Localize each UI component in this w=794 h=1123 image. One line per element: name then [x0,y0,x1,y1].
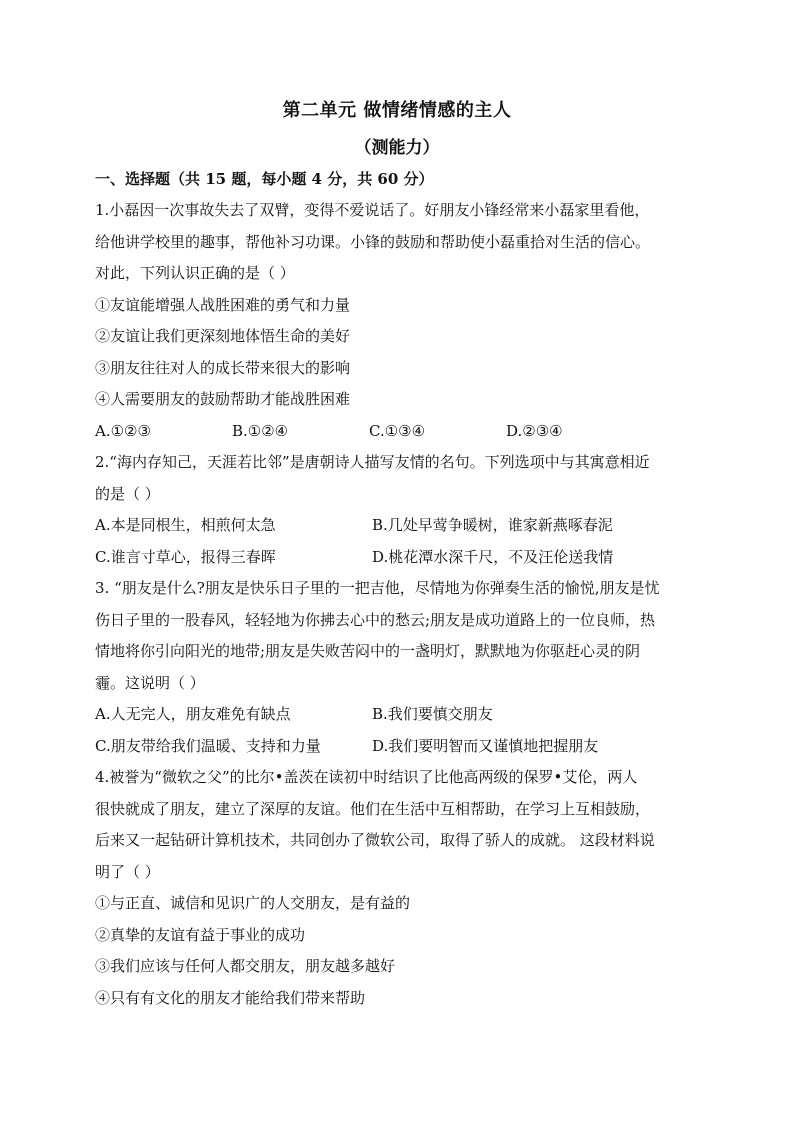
answer-options [95,416,700,448]
answer-options-row [95,542,700,574]
question-list [95,195,700,1014]
question-stem-line: 后来又一起钻研计算机技术，共同创办了微软公司，取得了骄人的成就。 这段材料说 [95,831,655,849]
question-stem-line: 很快就成了朋友，建立了深厚的友谊。他们在生活中互相帮助，在学习上互相鼓励， [95,799,651,818]
question-stem-line: 2.“海内存知己，天涯若比邻”是唐朝诗人描写友情的名句。下列选项中与其寓意相近 [95,453,650,471]
question-4 [95,762,700,1014]
answer-options-row [95,699,700,731]
question-statement: ①与正直、诚信和见识广的人交朋友，是有益的 [95,894,411,912]
option-c: C.朋友带给我们温暖、支持和力量 [95,736,321,755]
option-c: C.谁言寸草心，报得三春晖 [95,547,276,566]
question-statement: ②真挚的友谊有益于事业的成功 [95,925,306,944]
option-b: B.①②④ [232,421,289,440]
question-stem-line: 的是（ ） [95,484,160,503]
option-c: C.①③④ [369,421,426,440]
option-b: B.我们要慎交朋友 [372,705,493,723]
section-heading: 一、选择题（共 15 题，每小题 4 分，共 60 分） [95,170,434,188]
question-stem-line: 对此，下列认识正确的是（ ） [95,264,295,282]
option-b: B.几处早莺争暖树，谁家新燕啄春泥 [372,516,613,534]
answer-options-row [95,731,700,763]
option-d: D.②③④ [506,421,563,440]
option-a: A.本是同根生，相煎何太急 [95,516,276,534]
option-d: D.桃花潭水深千尺，不及汪伦送我情 [372,547,614,566]
question-statement: ①友谊能增强人战胜困难的勇气和力量 [95,295,351,314]
page-subtitle: （测能力） [354,138,440,158]
question-stem-line: 霾。这说明（ ） [95,673,205,692]
question-2 [95,447,700,573]
question-statement: ②友谊让我们更深刻地体悟生命的美好 [95,327,351,345]
question-stem-line: 情地将你引向阳光的地带;朋友是失败苦闷中的一盏明灯，默默地为你驱赶心灵的阴 [95,642,641,660]
question-stem-line: 4.被誉为“微软之父”的比尔•盖茨在读初中时结识了比他高两级的保罗•艾伦，两人 [95,768,638,786]
question-statement: ④只有有文化的朋友才能给我们带来帮助 [95,988,366,1007]
option-a: A.①②③ [95,421,151,440]
question-3 [95,573,700,762]
page-title: 第二单元 做情绪情感的主人 [282,100,512,121]
question-stem-line: 给他讲学校里的趣事，帮他补习功课。小锋的鼓励和帮助使小磊重拾对生活的信心。 [95,232,651,251]
option-a: A.人无完人，朋友难免有缺点 [95,705,291,723]
question-stem-line: 伤日子里的一股春风，轻轻地为你拂去心中的愁云;朋友是成功道路上的一位良师，热 [95,610,656,629]
question-stem-line: 1.小磊因一次事故失去了双臂，变得不爱说话了。好朋友小锋经常来小磊家里看他， [95,201,650,219]
question-statement: ③我们应该与任何人都交朋友，朋友越多越好 [95,957,396,975]
question-stem-line: 3. “朋友是什么?朋友是快乐日子里的一把吉他，尽情地为你弹奏生活的愉悦,朋友是忧 [95,579,660,597]
answer-options-row [95,510,700,542]
question-1 [95,195,700,447]
option-d: D.我们要明智而又谨慎地把握朋友 [372,736,599,755]
question-statement: ③朋友往往对人的成长带来很大的影响 [95,358,351,377]
question-statement: ④人需要朋友的鼓励帮助才能战胜困难 [95,390,351,408]
question-stem-line: 明了（ ） [95,862,160,881]
